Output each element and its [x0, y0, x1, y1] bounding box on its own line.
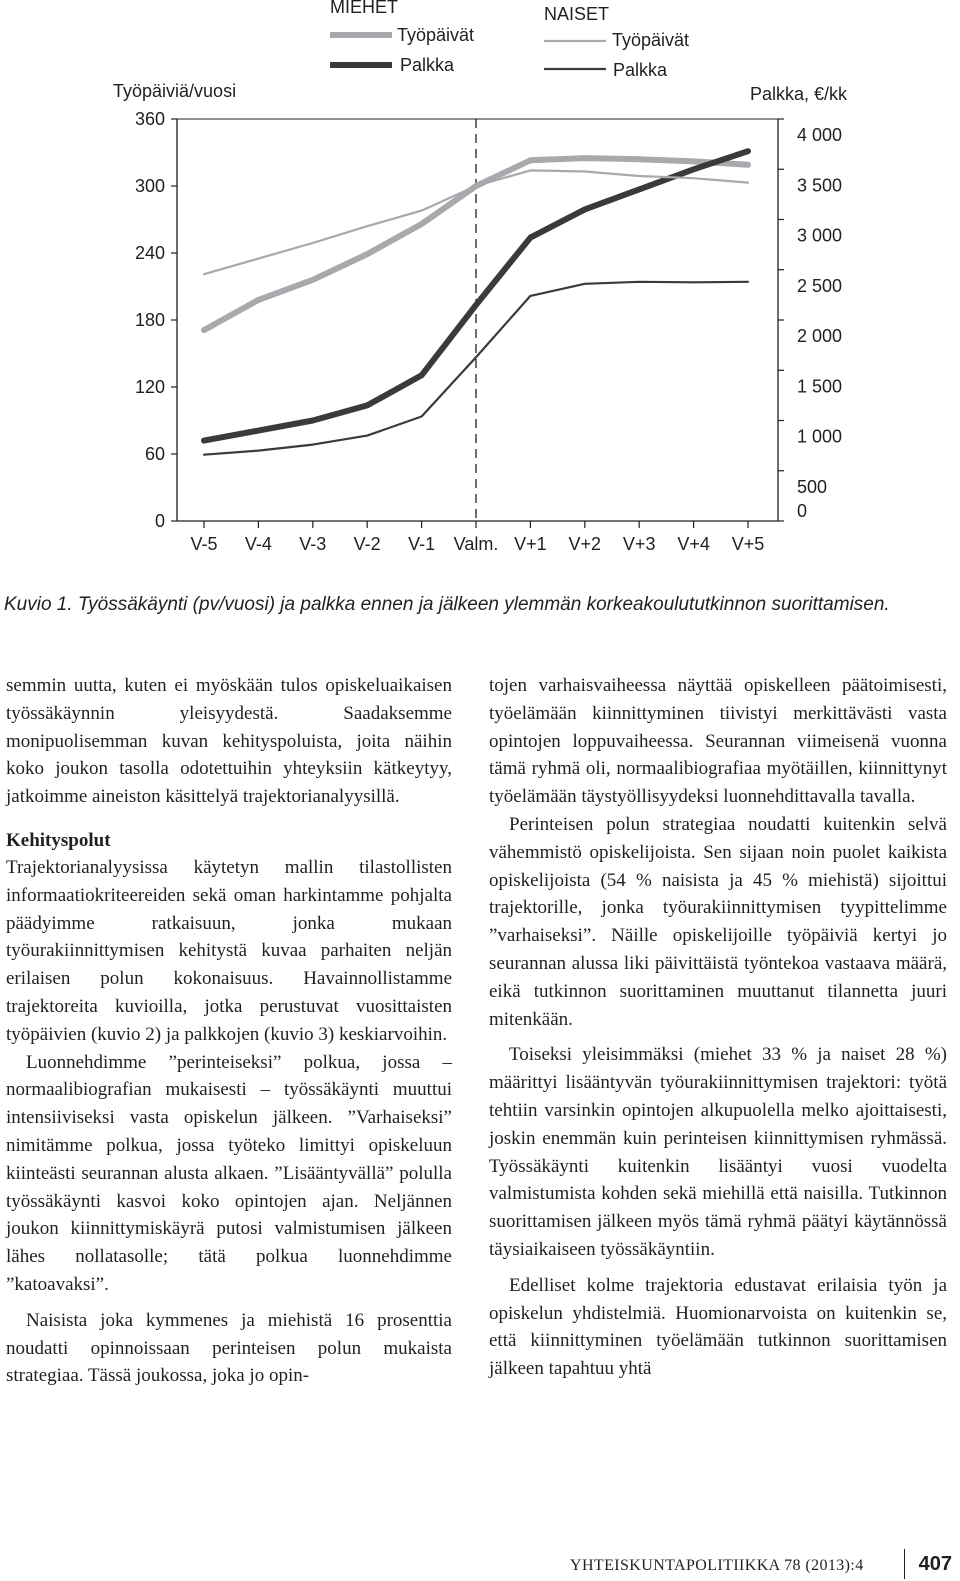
- left-paragraph-3: Luonnehdimme ”perinteiseksi” polkua, jossa – normaalibiografian mukaisesti – työssäkäynti muuttui intensiiviseksi vasta opiskelun jälkeen. ”Varhaiseksi” nimitämme polkua, jossa työteko limittyi opiskeluun kiinteästi seurannan alusta alkaen. ”Lisääntyvällä” polulla työssäkäynti kasvoi koko opintojen ajan. Neljännen joukon kiinnittymiskäyrä putosi valmistumisen jälkeen lähes nollatasolle; tätä polkua luonnehdimme ”katoavaksi”.: [6, 1051, 452, 1295]
- x-tick-label: V+2: [568, 534, 602, 554]
- left-paragraph-4: Naisista joka kymmenes ja miehistä 16 prosenttia noudatti opinnoissaan perinteisen polun mukaista strategiaa. Tässä joukossa, joka jo opin-: [6, 1309, 452, 1387]
- x-tick-label: V+5: [731, 534, 765, 554]
- right-tick-label: 2 500: [797, 275, 843, 296]
- left-paragraph-2: Trajektorianalyysissa käytetyn mallin tilastollisten informaatiokriteereiden sekä oman harkintamme pohjalta päädyimme ratkaisuun, jonka mukaan työurakiinnittymisen kehitystä kuvaa parhaiten neljän erilaisen polun kokonaisuus. Havainnollistamme trajektoreita kuvioilla, jotka perustuvat vuosittaisten työpäivien (kuvio 2) ja palkkojen (kuvio 3) keskiarvoihin.: [6, 856, 452, 1045]
- legend-women-salary-label: Palkka: [613, 60, 668, 80]
- x-tick-label: V+3: [622, 534, 656, 554]
- right-tick-label: 3 500: [797, 175, 843, 196]
- right-tick-label: 4 000: [797, 125, 843, 145]
- left-text-column: [6, 672, 452, 1390]
- x-tick-label: V+4: [677, 534, 710, 554]
- legend-group-women-title: NAISET: [544, 4, 610, 24]
- right-tick-label: 500: [797, 476, 828, 497]
- x-tick-label: V-1: [408, 534, 436, 554]
- x-tick-label: V-4: [244, 534, 272, 554]
- left-tick-label: 240: [134, 243, 165, 263]
- x-tick-label: V+1: [514, 534, 547, 554]
- legend-men-salary-label: Palkka: [400, 55, 455, 75]
- x-tick-label: Valm.: [453, 534, 499, 554]
- legend-group-men-title: MIEHET: [330, 0, 399, 17]
- right-axis-title: Palkka, €/kk: [749, 84, 847, 104]
- right-paragraph-4: Edelliset kolme trajektoria edustavat erilaisia työn ja opiskelun yhdistelmiä. Huomionarvoista on kuitenkin se, että kiinnittyminen työelämään tutkinnon suorittamisen jälkeen tapahtuu yhtä: [489, 1274, 947, 1380]
- left-tick-label: 360: [134, 109, 165, 129]
- left-axis-title: Työpäiviä/vuosi: [113, 81, 237, 101]
- x-tick-label: V-3: [299, 534, 327, 554]
- right-tick-label: 2 000: [797, 326, 843, 346]
- section-heading: Kehityspolut: [6, 829, 111, 851]
- right-paragraph-3: Toiseksi yleisimmäksi (miehet 33 % ja naiset 28 %) määrittyi lisääntyvän työurakiinnittymisen trajektori: työtä tehtiin varsinkin opintojen alkupuolella melko ajoittaisesti, joskin enemmän kuin perinteisen kiinnittymisen ryhmässä. Työssäkäynti kuitenkin lisääntyi vuosi vuodelta valmistumista kohden sekä miehillä että naisilla. Tutkinnon suorittamisen jälkeen myös tämä ryhmä päätyi käytännössä täysiaikaiseen työssäkäyntiin.: [489, 1044, 947, 1260]
- line-chart: [0, 0, 960, 580]
- left-tick-label: 180: [134, 310, 165, 330]
- x-tick-label: V-5: [190, 534, 218, 554]
- journal-name: YHTEISKUNTAPOLITIIKKA 78 (2013):4: [570, 1557, 864, 1574]
- left-tick-label: 120: [134, 377, 165, 397]
- figure-caption: Kuvio 1. Työssäkäynti (pv/vuosi) ja palkka ennen ja jälkeen ylemmän korkeakoulututkinnon suorittamisen.: [4, 594, 890, 615]
- right-paragraph-2: Perinteisen polun strategiaa noudatti kuitenkin selvä vähemmistö opiskelijoista. Sen sijaan noin puolet kaikista opiskelijoista (54 % naisista ja 45 % miehistä) sijoittui trajektorille, jonka työurakiinnittymisen tyypittelimme ”varhaiseksi”. Näille opiskelijoille työpäiviä kertyi jo seurannan alussa liki päivittäistä työntekoa vastaava määrä, eikä tutkinnon suorittaminen muuttanut tilannetta juuri mitenkään.: [489, 813, 947, 1030]
- right-text-column: [489, 672, 947, 1383]
- legend-women-workdays-label: Työpäivät: [612, 30, 690, 50]
- page-number: 407: [918, 1553, 952, 1575]
- left-tick-label: 60: [144, 444, 165, 464]
- right-paragraph-1: tojen varhaisvaiheessa näyttää opiskelleen päätoimisesti, työelämään kiinnittyminen tiivistyi merkittävästi vasta opintojen loppuvaiheessa. Seurannan viimeisenä vuonna tämä ryhmä oli, normaalibiografiaa myötäillen, kiinnittynyt työelämään täystyöllisyydeksi luonnehdittavalla tavalla.: [489, 675, 947, 808]
- page-footer: [560, 1549, 956, 1579]
- right-tick-label: 0: [797, 501, 808, 521]
- footer-divider: [904, 1549, 905, 1579]
- left-tick-label: 300: [134, 176, 165, 196]
- right-tick-label: 1 000: [797, 426, 843, 447]
- right-tick-label: 1 500: [797, 376, 843, 397]
- right-tick-label: 3 000: [797, 225, 843, 246]
- legend-men-workdays-label: Työpäivät: [397, 25, 475, 45]
- x-tick-label: V-2: [353, 534, 381, 554]
- left-tick-label: 0: [154, 511, 165, 531]
- left-paragraph-1: semmin uutta, kuten ei myöskään tulos opiskeluaikaisen työssäkäynnin yleisyydestä. Saadaksemme monipuolisemman kuvan kehityspoluista, joita näihin koko joukon tasolla odotettuihin yhteyksiin kätkeytyy, jatkoimme aineiston käsittelyä trajektorianalyysillä.: [6, 675, 452, 808]
